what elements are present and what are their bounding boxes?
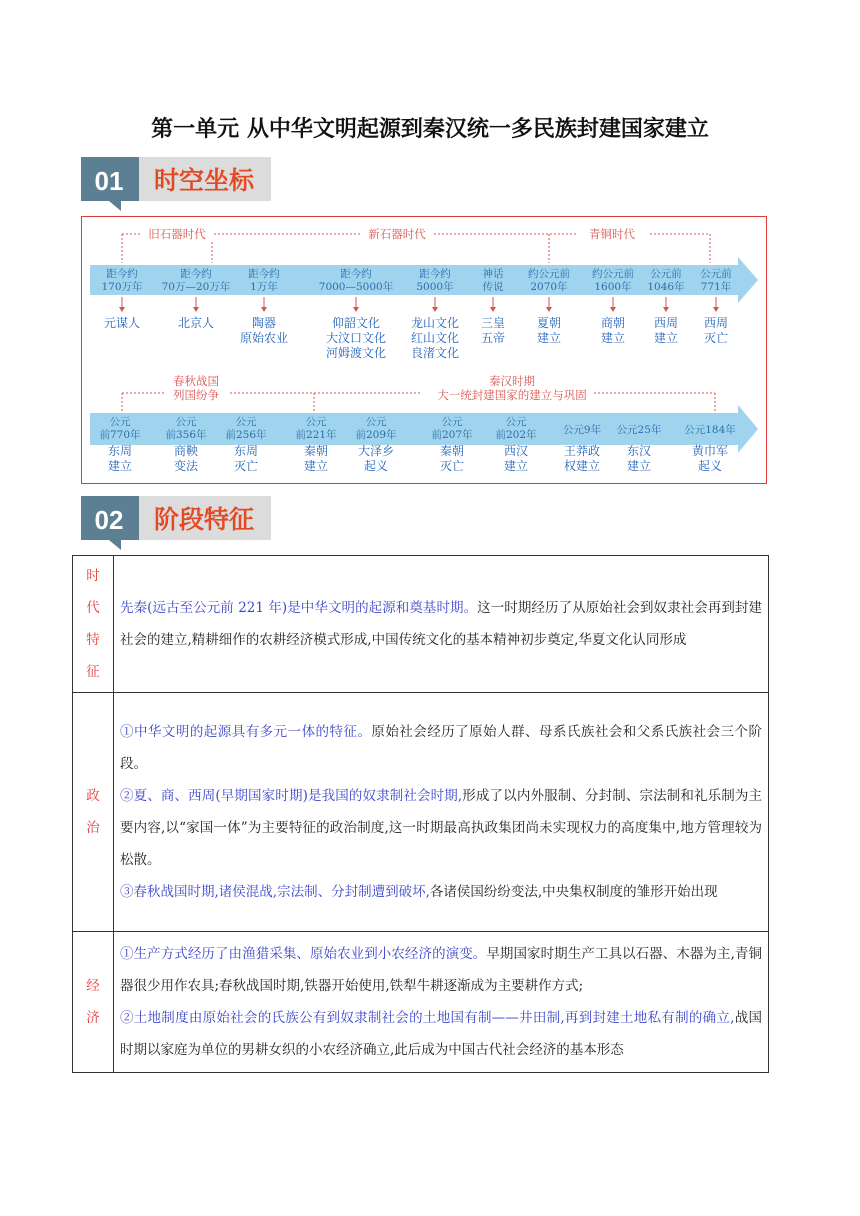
- event-arrowhead: [663, 307, 669, 312]
- timeline-date: 距今约 5000年: [416, 268, 454, 293]
- page-title: 第一单元 从中华文明起源到秦汉统一多民族封建国家建立: [151, 117, 709, 142]
- badge-label: 阶段特征: [153, 505, 255, 534]
- timeline-date: 公元前 771年: [700, 268, 732, 293]
- timeline-event: 商朝建立: [600, 316, 626, 345]
- timeline-date: 公元9年: [562, 424, 602, 436]
- body-text: 这一时期经历了从原始社会到奴隶社会再到封建社会的建立,精耕细作的农耕经济模式形成,中国传统文化的基本精神初步奠定,华夏文化认同形成: [120, 600, 762, 648]
- period-label: 青铜时代: [589, 227, 635, 241]
- paragraph: ①中华文明的起源具有多元一体的特征。原始社会经历了原始人群、母系氏族社会和父系氏族社会三个阶段。: [120, 724, 763, 772]
- timeline-date: 公元前221年: [295, 416, 337, 441]
- paragraph: ①生产方式经历了由渔猎采集、原始农业到小农经济的演变。早期国家时期生产工具以石器、木器为主,青铜器很少用作农具;春秋战国时期,铁器开始使用,铁犁牛耕逐渐成为主要耕作方式;: [120, 946, 762, 994]
- table-row-politics: [73, 693, 769, 932]
- badge-number: 02: [94, 505, 124, 535]
- row-content-economy: [114, 932, 769, 1073]
- timeline-svg: [82, 217, 766, 483]
- event-arrowhead: [119, 307, 125, 312]
- section-badge-timeline: [81, 153, 273, 215]
- timeline-event: 龙山文化红山文化良渚文化: [410, 316, 460, 360]
- timeline-event: 西周建立: [653, 316, 679, 345]
- event-arrowhead: [261, 307, 267, 312]
- table-row-economy: [73, 932, 769, 1073]
- timeline-date: 神话传说: [482, 268, 504, 293]
- timeline-event: 西汉建立: [503, 444, 529, 473]
- timeline-date: 公元前256年: [225, 416, 267, 441]
- timeline-event: 东周灭亡: [233, 444, 259, 473]
- period-label: 旧石器时代: [148, 227, 206, 241]
- row-header-economy: 经 济: [73, 932, 114, 1073]
- timeline-event: 王莽政权建立: [563, 444, 601, 473]
- event-arrowhead: [610, 307, 616, 312]
- timeline-arrow: [90, 257, 758, 303]
- paragraph: ③春秋战国时期,诸侯混战,宗法制、分封制遭到破坏,各诸侯国纷纷变法,中央集权制度的雏形开始出现: [120, 884, 718, 900]
- timeline-date: 公元前356年: [165, 416, 207, 441]
- timeline-date: 公元前207年: [431, 416, 473, 441]
- timeline-event: 北京人: [177, 316, 215, 330]
- timeline-event: 仰韶文化大汶口文化河姆渡文化: [325, 316, 387, 360]
- timeline-date: 公元前202年: [495, 416, 537, 441]
- row-header-era: 时 代 特 征: [73, 556, 114, 693]
- table-row-era: [73, 556, 769, 693]
- timeline-event: 西周灭亡: [703, 316, 729, 345]
- timeline-date: 距今约 1万年: [248, 268, 280, 293]
- row-content-politics: [114, 693, 769, 932]
- timeline-date: 公元25年: [616, 424, 662, 436]
- timeline-date: 公元184年: [684, 424, 736, 436]
- timeline-event: 夏朝建立: [536, 316, 562, 345]
- timeline-event: 大泽乡起义: [357, 444, 395, 473]
- timeline-date: 公元前770年: [99, 416, 141, 441]
- highlight-text: 先秦(远古至公元前 221 年)是中华文明的起源和奠基时期。: [120, 600, 478, 616]
- timeline-date: 约公元前 2070年: [528, 268, 570, 293]
- timeline-panel: [81, 216, 767, 484]
- event-arrowhead: [713, 307, 719, 312]
- timeline-event: 东周建立: [107, 444, 133, 473]
- timeline-event: 东汉建立: [626, 444, 652, 473]
- timeline-event: 三皇五帝: [480, 316, 506, 345]
- event-arrowhead: [490, 307, 496, 312]
- period-label: 新石器时代: [368, 227, 426, 241]
- timeline-date: 公元前 1046年: [647, 268, 685, 293]
- period-label: 秦汉时期大一统封建国家的建立与巩固: [437, 374, 587, 402]
- paragraph: ②土地制度由原始社会的氏族公有到奴隶制社会的土地国有制——井田制,再到封建土地私有制的确立,战国时期以家庭为单位的男耕女织的小农经济确立,此后成为中国古代社会经济的基本形态: [120, 1010, 762, 1058]
- timeline-date: 约公元前 1600年: [592, 268, 634, 293]
- section-badge-features: [81, 492, 273, 554]
- timeline-date: 距今约 70万—20万年: [161, 268, 231, 293]
- badge-label: 时空坐标: [153, 166, 255, 195]
- timeline-event: 黄巾军起义: [691, 444, 729, 473]
- timeline-date: 距今约 170万年: [101, 268, 143, 293]
- event-arrowhead: [353, 307, 359, 312]
- timeline-event: 秦朝灭亡: [439, 444, 465, 473]
- timeline-event: 陶器原始农业: [239, 316, 289, 345]
- timeline-date: 公元前209年: [355, 416, 397, 441]
- row-header-politics: 政 治: [73, 693, 114, 932]
- event-arrowhead: [193, 307, 199, 312]
- features-table: [72, 555, 769, 1073]
- timeline-event: 秦朝建立: [303, 444, 329, 473]
- paragraph: ②夏、商、西周(早期国家时期)是我国的奴隶制社会时期,形成了以内外服制、分封制、宗法制和礼乐制为主要内容,以“家国一体”为主要特征的政治制度,这一时期最高执政集团尚未实现权力的高度集中,地方管理较为松散。: [120, 788, 763, 868]
- timeline-date: 距今约 7000—5000年: [318, 268, 394, 293]
- timeline-event: 元谋人: [103, 316, 141, 330]
- event-arrowhead: [546, 307, 552, 312]
- period-label: 春秋战国列国纷争: [173, 374, 219, 402]
- badge-number: 01: [94, 166, 124, 196]
- event-arrowhead: [432, 307, 438, 312]
- row-content-era: [114, 556, 769, 693]
- timeline-event: 商鞅变法: [173, 444, 199, 473]
